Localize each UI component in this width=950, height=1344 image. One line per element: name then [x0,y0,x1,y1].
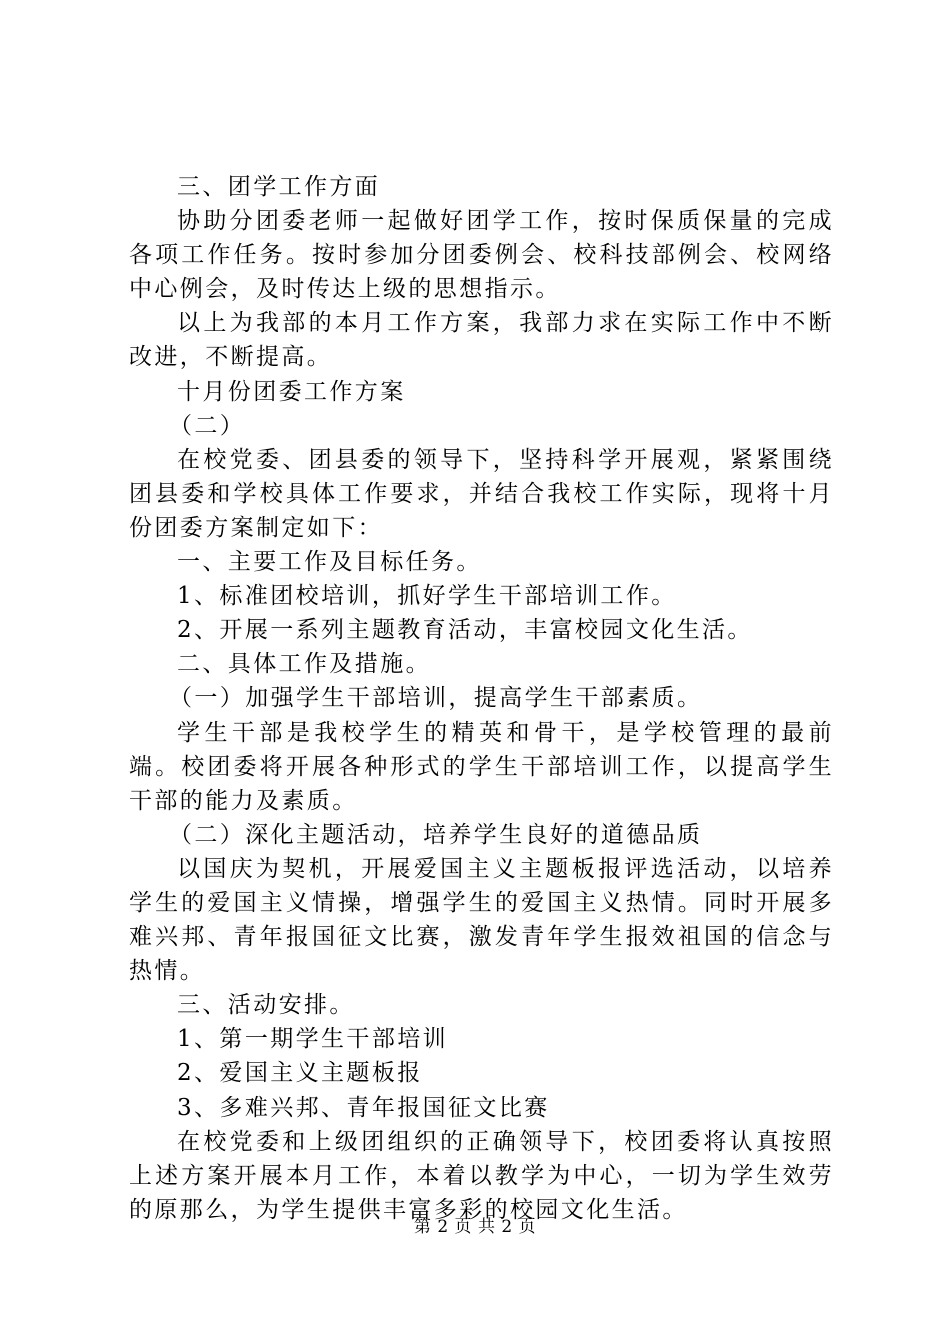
paragraph-closing: 在校党委和上级团组织的正确领导下，校团委将认真按照上述方案开展本月工作，本着以教学为中心，一切为学生效劳的原那么，为学生提供丰富多彩的校园文化生活。 [129,1128,834,1223]
list-item-task-1: 1、标准团校培训，抓好学生干部培训工作。 [177,583,677,610]
section-heading-main-tasks: 一、主要工作及目标任务。 [177,549,482,576]
paragraph-measure-2: 以国庆为契机，开展爱国主义主题板报评选活动，以培养学生的爱国主义情操，增强学生的爱国主义热情。同时开展多难兴邦、青年报国征文比赛，激发青年学生报效祖国的信念与热情。 [129,855,834,985]
paragraph-measure-1: 学生干部是我校学生的精英和骨干，是学校管理的最前端。校团委将开展各种形式的学生干部培训工作，以提高学生干部的能力及素质。 [129,719,834,814]
page-number-label: 第 2 页 共 2 页 [413,1217,537,1237]
list-item-task-2: 2、开展一系列主题教育活动，丰富校园文化生活。 [177,617,753,644]
list-item-activity-2: 2、爱国主义主题板报 [177,1060,423,1087]
plan-subtitle-number: （二） [169,412,246,439]
section-heading-schedule: 三、活动安排。 [177,992,355,1019]
document-body [129,170,834,1227]
section-heading-measures: 二、具体工作及措施。 [177,651,431,678]
list-item-activity-3: 3、多难兴邦、青年报国征文比赛 [177,1094,550,1121]
subheading-measure-2: （二）深化主题活动，培养学生良好的道德品质 [169,821,703,848]
page-footer [0,1216,950,1238]
paragraph-tuanxue-body: 协助分团委老师一起做好团学工作，按时保质保量的完成各项工作任务。按时参加分团委例会、校科技部例会、校网络中心例会，及时传达上级的思想指示。 [129,208,834,303]
list-item-activity-1: 1、第一期学生干部培训 [177,1026,449,1053]
paragraph-intro: 在校党委、团县委的领导下，坚持科学开展观，紧紧围绕团县委和学校具体工作要求，并结合我校工作实际，现将十月份团委方案制定如下： [129,446,834,541]
plan-title: 十月份团委工作方案 [177,378,406,405]
paragraph-summary: 以上为我部的本月工作方案，我部力求在实际工作中不断改进，不断提高。 [129,310,834,371]
subheading-measure-1: （一）加强学生干部培训，提高学生干部素质。 [169,685,703,712]
section-heading-tuanxue: 三、团学工作方面 [177,174,381,200]
